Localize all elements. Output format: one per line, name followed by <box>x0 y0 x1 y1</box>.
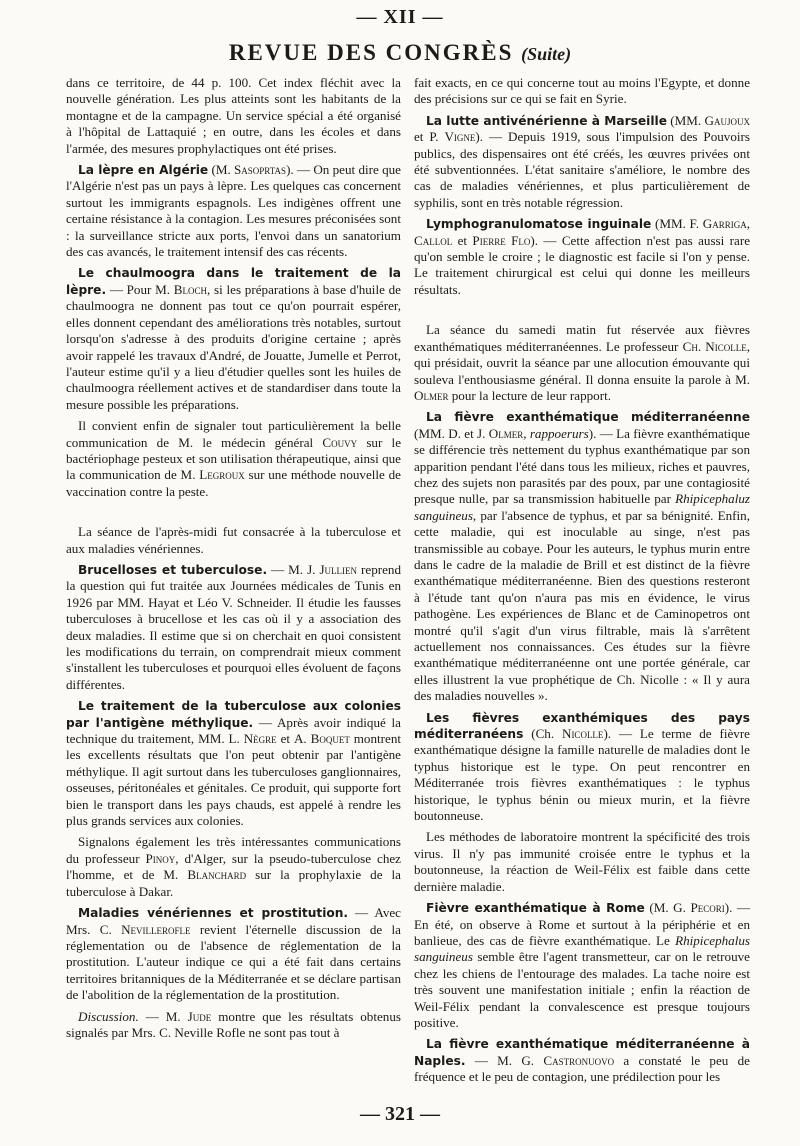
author-name: Pecori <box>690 900 725 916</box>
author-name: Vigne <box>444 129 476 145</box>
running-title-text: REVUE DES CONGRÈS <box>228 40 514 65</box>
paragraph: La séance du samedi matin fut réservée aux fièvres exanthématiques méditerranéennes. Le professeur Ch. Nicolle, qui présidait, ouvrit la séance par une allocution émouvante qui souleva l'enthousiasme général. Il donna ensuite la parole à M. Olmer pour la lecture de leur rapport. <box>414 322 750 403</box>
paragraph: Les méthodes de laboratoire montrent la spécificité des trois virus. Il n'y pas immunité croisée entre le typhus et la boutonneuse, la réaction de Weil-Félix est faible dans cette dernière maladie. <box>414 829 750 894</box>
author-name: A. Boquet <box>293 731 350 747</box>
left-column <box>66 75 401 1041</box>
paragraph: Lymphogranulomatose inguinale (MM. F. Garriga, Callol et Pierre Flo). — Cette affection n'est pas aussi rare qu'on semble le croire ; le diagnostic est facile si l'on y pense. Le traitement chirurgical est celui qui donne les meilleurs résultats. <box>414 216 750 297</box>
paragraph: Le chaulmoogra dans le traitement de la lèpre. — Pour M. Bloch, si les préparations à base d'huile de chaulmoogra ne donnent pas tout ce qu'on pourrait espérer, elles donnent cependant des améliorations très notables, surtout lorsqu'on s'adresse à des produits d'origine certaine ; après avoir rappelé les travaux d'André, de Jouatte, Jumelle et Perrot, l'auteur estime qu'il y a lieu d'étudier quelles sont les huiles de chaulmoogra réellement actives et de standardiser dans toute la mesure possible les préparations. <box>66 266 401 412</box>
author-name: Sasoprtas <box>234 162 287 178</box>
author-name: Callol <box>414 232 453 248</box>
paragraph: Le traitement de la tuberculose aux colonies par l'antigène méthylique. — Après avoir indiqué la technique du traitement, MM. L. Nègre et A. Boquet montrent les excellents résultats que l'on peut obtenir par l'antigène méthylique. Il agit surtout dans les tuberculoses ganglionnaires, osseuses, péritonéales et génitales. Ce produit, qui supporte fort bien le transport dans les pays chauds, est appelé à rendre les plus grands services aux colonies. <box>66 699 402 829</box>
paragraph: La lèpre en Algérie (M. Sasoprtas). — On peut dire que l'Algérie n'est pas un pays à lèpre. Les quelques cas concernent surtout les immigrants espagnols. Les indigènes offrent une certaine résistance à la contagion. Les mesures préconisées sont : la surveillance stricte aux ports, l'envoi dans un sanatorium des cas avancés, le traitement intensif des cas récents. <box>66 162 401 260</box>
section-heading: Le chaulmoogra dans le traitement de la lèpre. <box>66 266 401 297</box>
author-name: Couvy <box>322 434 358 450</box>
author-name: Nevillerofle <box>121 921 191 937</box>
paragraph: Discussion. — M. Jude montre que les résultats obtenus signalés par Mrs. C. Neville Rofle ne sont pas tout à <box>66 1008 401 1040</box>
section-heading: Brucelloses et tuberculose. <box>78 562 268 577</box>
author-name: Olmer <box>488 425 524 441</box>
author-name: Nicolle <box>561 726 604 742</box>
paragraph: Les fièvres exanthémiques des pays méditerranéens (Ch. Nicolle). — Le terme de fièvre exanthématique désigne la famille naturelle de maladies dont le typhus historique est le type. On peut rencontrer en Méditerranée trois fièvres exanthématiques : le typhus historique, le typhus bénin ou mieux murin, et la fièvre boutonneuse. <box>414 710 750 824</box>
species-name: Rhipicephalus sanguineus <box>414 932 750 965</box>
paragraph: Signalons également les très intéressantes communications du professeur Pinoy, d'Alger, sur la pseudo-tuberculose chez l'homme, et de M. Blanchard sur la prophylaxie de la tuberculose à Dakar. <box>66 834 401 899</box>
author-name: Pinoy <box>145 850 176 866</box>
author-name: Ch. Nicolle <box>682 338 747 354</box>
paragraph: La séance de l'après-midi fut consacrée à la tuberculose et aux maladies vénériennes. <box>66 524 401 556</box>
paragraph: fait exacts, en ce qui concerne tout au moins l'Egypte, et donne des précisions sur ce qui se fait en Syrie. <box>414 75 750 107</box>
species-name: Rhipicephaluz sanguineus <box>414 491 750 523</box>
paragraph: Il convient enfin de signaler tout particulièrement la belle communication de M. le médecin général Couvy sur le bactériophage pesteux et son utilisation thérapeutique, ainsi que la communication de M. Legroux sur une méthode nouvelle de vaccination contre la peste. <box>66 418 401 499</box>
section-heading: La fièvre exanthématique méditerranéenne à Naples. <box>414 1037 750 1068</box>
author-name: L. Nègre <box>228 731 277 747</box>
paragraph: Maladies vénériennes et prostitution. — Avec Mrs. C. Nevillerofle revient l'éternelle discussion de la réglementation ou de l'absence de réglementation de la prostitution. L'auteur indique ce qui a été fait dans certains territoires britanniques de la Méditerranée et se déclare partisan de l'abolition de la réglementation de la prostitution. <box>66 905 401 1003</box>
page-number: — 321 — <box>360 1103 440 1125</box>
running-title <box>0 40 800 66</box>
section-heading: La fièvre exanthématique méditerranéenne <box>426 410 750 425</box>
author-name: Olmer <box>414 387 449 403</box>
paragraph: La fièvre exanthématique méditerranéenne à Naples. — M. G. Castronuovo a constaté le peu de fréquence et le peu de contagion, une prédilection pour les <box>414 1037 750 1085</box>
author-name: Jude <box>187 1008 212 1024</box>
roman-page-number: — XII — <box>356 6 444 28</box>
paragraph: Brucelloses et tuberculose. — M. J. Jullien reprend la question qui fut traitée aux Journées médicales de Tunis en 1926 par MM. Hayat et Léo V. Schneider. Il étudie les fausses tuberculoses à brucellose et les cas où il y a association des deux maladies. Il estime que si on cherchait en quoi consistent les modifications du terrain, on comprendrait mieux comment s'installent les tuberculoses et pourquoi elles évoluent de façons différentes. <box>66 561 402 692</box>
paragraph: La fièvre exanthématique méditerranéenne (MM. D. et J. Olmer, rappoerurs). — La fièvre exanthématique se différencie très nettement du typhus exanthématique par son apparition pendant l'été dans tous les milieux, riches et pauvres, chez des sujets non parasités par des poux, par une contagiosité presque nulle, par sa transmission habituelle par Rhipicephaluz sanguineus, par l'absence de typhus, et par sa bénignité. Enfin, cette maladie, qui est inoculable au singe, n'est pas transmissible au cobaye. Pour les auteurs, le typhus murin entre dans le cadre de la maladie de Brill et est distinct de la fièvre exanthématique méditerranéenne. Bien des questions resteront à l'étude tant qu'on n'aura pas mis en évidence, le virus pathogène. Les expériences de Blanc et de Caminopetros ont montré qu'il s'agit d'un virus filtrable, mais là s'arrêtent actuellement nos connaissances. Ces études sur la fièvre exanthématique méditerranéenne ont une portée générale, car elles illustrent la vue prophétique de Ch. Nicolle : « Il y aura des maladies nouvelles ». <box>414 410 750 704</box>
author-name: Blanchard <box>187 867 247 883</box>
section-heading: Les fièvres exanthémiques des pays méditerranéens <box>414 710 750 742</box>
paragraph: Fièvre exanthématique à Rome (M. G. Pecori). — En été, on observe à Rome et surtout à la périphérie et en banlieue, des cas de fièvre exanthématique. Le Rhipicephalus sanguineus semble être l'agent transmetteur, car on le retrouve chez les chiens de l'entourage des malades. La tache noire est très souvent une manifestation initiale ; enfin la réaction de Weil-Félix pendant la convalescence est presque toujours positive. <box>414 900 750 1030</box>
section-heading: La lèpre en Algérie <box>78 163 209 178</box>
section-heading: Fièvre exanthématique à Rome <box>426 901 645 916</box>
author-name: Bloch <box>173 281 208 297</box>
section-heading: Maladies vénériennes et prostitution. <box>78 906 349 921</box>
paragraph: La lutte antivénérienne à Marseille (MM. Gaujoux et P. Vigne). — Depuis 1919, sous l'impulsion des Pouvoirs publics, des dispensaires ont été créés, les œuvres privées ont été subventionnées. L'état sanitaire s'améliore, le nombre des cas de maladies vénériennes, et plus particulièrement de syphilis, sont en très notable régression. <box>414 112 750 210</box>
right-column <box>414 75 750 1086</box>
author-name: Jullien <box>319 561 358 577</box>
author-name: Castronuovo <box>543 1052 615 1068</box>
author-name: Gaujoux <box>704 112 750 128</box>
section-heading: Discussion. <box>78 1008 139 1024</box>
author-name: Pierre Flo <box>472 232 531 248</box>
running-title-suffix: (Suite) <box>521 44 572 64</box>
author-name: Garriga <box>702 216 747 232</box>
section-heading: Lymphogranulomatose inguinale <box>426 217 652 232</box>
paragraph: dans ce territoire, de 44 p. 100. Cet index fléchit avec la nouvelle génération. Les plus atteints sont les habitants de la montagne et de la campagne. Un service spécial a été organisé à l'hôpital de Lattaquié ; en outre, dans les écoles et dans l'armée, des mesures prophylactiques ont été prises. <box>66 75 401 156</box>
section-heading: Le traitement de la tuberculose aux colonies par l'antigène méthylique. <box>66 699 401 730</box>
section-heading: La lutte antivénérienne à Marseille <box>426 113 667 128</box>
author-name: Legroux <box>199 467 245 483</box>
